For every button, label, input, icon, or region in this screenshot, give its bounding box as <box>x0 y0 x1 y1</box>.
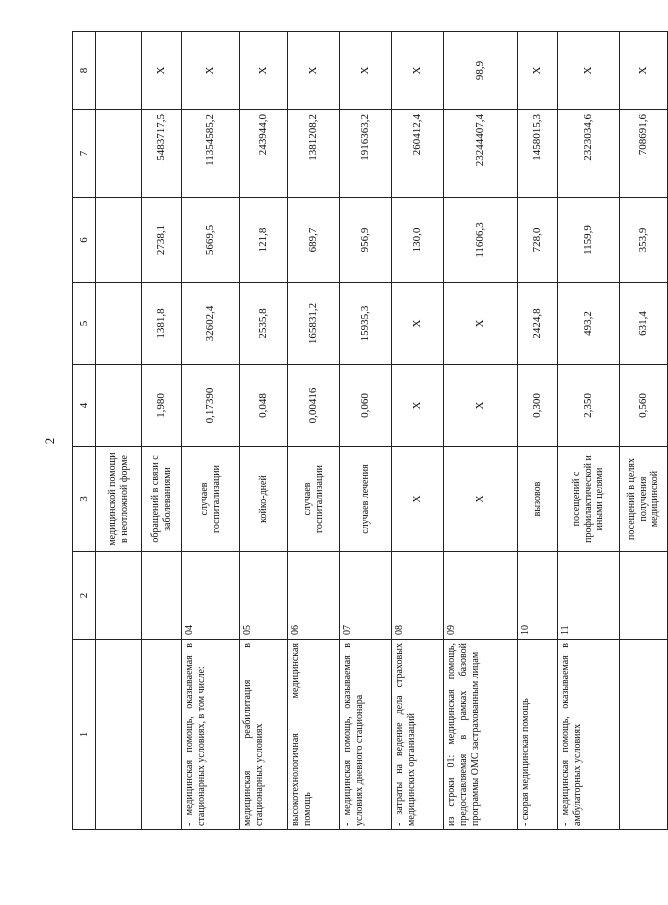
row-name <box>96 640 142 830</box>
cell-value-col4: 0,00416 <box>288 365 340 447</box>
unit-of-measure: посещений с профилактической и иными целями <box>558 447 620 552</box>
row-name: - затраты на ведение дела страховых медицинских организаций <box>392 640 444 830</box>
table-row <box>518 32 558 830</box>
row-code <box>142 552 182 640</box>
cell-value-col6: 5669,5 <box>182 198 240 283</box>
cell-value-col7 <box>96 110 142 198</box>
unit-of-measure: случаев госпитализации <box>288 447 340 552</box>
row-name: высокотехнологичная медицинская помощь <box>288 640 340 830</box>
cell-value-col5: 2535,8 <box>240 283 288 365</box>
row-name: медицинская реабилитация в стационарных условиях <box>240 640 288 830</box>
unit-of-measure: обращений в связи с заболеваниями <box>142 447 182 552</box>
row-code: 09 <box>444 552 518 640</box>
unit-of-measure: X <box>392 447 444 552</box>
table-row <box>392 32 444 830</box>
row-name: - медицинская помощь, оказываемая в стационарных условиях, в том числе: <box>182 640 240 830</box>
unit-of-measure: койко-дней <box>240 447 288 552</box>
unit-of-measure: медицинской помощи в неотложной форме <box>96 447 142 552</box>
cell-value-col6: 121,8 <box>240 198 288 283</box>
row-code: 06 <box>288 552 340 640</box>
row-code: 08 <box>392 552 444 640</box>
cell-value-col6: 1159,9 <box>558 198 620 283</box>
column-number: 4 <box>73 365 96 447</box>
table-row <box>96 32 142 830</box>
cell-value-col4: X <box>392 365 444 447</box>
cell-value-col8: X <box>182 32 240 110</box>
cell-value-col4: 0,560 <box>620 365 668 447</box>
cell-value-col5: 32602,4 <box>182 283 240 365</box>
table-row <box>620 32 668 830</box>
cell-value-col6: 353,9 <box>620 198 668 283</box>
row-code: 10 <box>518 552 558 640</box>
cell-value-col5: 15935,3 <box>340 283 392 365</box>
row-code: 04 <box>182 552 240 640</box>
cell-value-col6: 728,0 <box>518 198 558 283</box>
table-row <box>340 32 392 830</box>
cell-value-col8: X <box>620 32 668 110</box>
cell-value-col5: 493,2 <box>558 283 620 365</box>
cell-value-col4: X <box>444 365 518 447</box>
unit-of-measure: случаев госпитализации <box>182 447 240 552</box>
cell-value-col4: 0,300 <box>518 365 558 447</box>
cell-value-col6: 2738,1 <box>142 198 182 283</box>
cell-value-col8 <box>96 32 142 110</box>
cell-value-col6 <box>96 198 142 283</box>
row-name: - скорая медицинская помощь <box>518 640 558 830</box>
rotated-table-container <box>72 32 661 830</box>
column-number-row <box>73 32 96 830</box>
cell-value-col7: 2323034,6 <box>558 110 620 198</box>
row-code: 11 <box>558 552 620 640</box>
table-row <box>240 32 288 830</box>
cell-value-col4: 0,060 <box>340 365 392 447</box>
row-name <box>142 640 182 830</box>
column-number: 8 <box>73 32 96 110</box>
row-code <box>620 552 668 640</box>
column-number: 7 <box>73 110 96 198</box>
table-row <box>182 32 240 830</box>
cell-value-col7: 23244407,4 <box>444 110 518 198</box>
cell-value-col8: 98,9 <box>444 32 518 110</box>
row-name: из строки 01: медицинская помощь, предоставляемая в рамках базовой программы ОМС застрахованным лицам <box>444 640 518 830</box>
row-code <box>96 552 142 640</box>
cell-value-col7: 1381208,2 <box>288 110 340 198</box>
table-row <box>288 32 340 830</box>
cell-value-col6: 11606,3 <box>444 198 518 283</box>
row-name: - медицинская помощь, оказываемая в условиях дневного стационара <box>340 640 392 830</box>
cell-value-col5: 1381,8 <box>142 283 182 365</box>
unit-of-measure: посещений в целях получения медицинской <box>620 447 668 552</box>
table-row <box>444 32 518 830</box>
row-name <box>620 640 668 830</box>
table-row <box>558 32 620 830</box>
cell-value-col4: 0,048 <box>240 365 288 447</box>
cell-value-col4: 0,17390 <box>182 365 240 447</box>
row-code: 07 <box>340 552 392 640</box>
row-code: 05 <box>240 552 288 640</box>
unit-of-measure: вызовов <box>518 447 558 552</box>
cell-value-col7: 1458015,3 <box>518 110 558 198</box>
cell-value-col5: 631,4 <box>620 283 668 365</box>
cell-value-col5: 2424,8 <box>518 283 558 365</box>
column-number: 2 <box>73 552 96 640</box>
column-number: 3 <box>73 447 96 552</box>
cell-value-col7: 260412,4 <box>392 110 444 198</box>
unit-of-measure: случаев лечения <box>340 447 392 552</box>
cell-value-col8: X <box>392 32 444 110</box>
cell-value-col8: X <box>340 32 392 110</box>
cell-value-col5 <box>96 283 142 365</box>
row-name: - медицинская помощь, оказываемая в амбулаторных условиях <box>558 640 620 830</box>
cell-value-col8: X <box>240 32 288 110</box>
cell-value-col8: X <box>288 32 340 110</box>
cell-value-col7: 11354585,2 <box>182 110 240 198</box>
column-number: 6 <box>73 198 96 283</box>
budget-table <box>72 31 668 830</box>
cell-value-col7: 5483717,5 <box>142 110 182 198</box>
cell-value-col8: X <box>558 32 620 110</box>
cell-value-col6: 130,0 <box>392 198 444 283</box>
cell-value-col4: 1,980 <box>142 365 182 447</box>
column-number: 5 <box>73 283 96 365</box>
cell-value-col6: 956,9 <box>340 198 392 283</box>
cell-value-col5: 165831,2 <box>288 283 340 365</box>
unit-of-measure: X <box>444 447 518 552</box>
cell-value-col6: 689,7 <box>288 198 340 283</box>
page-number: 2 <box>42 437 57 445</box>
column-number: 1 <box>73 640 96 830</box>
cell-value-col7: 708691,6 <box>620 110 668 198</box>
cell-value-col5: X <box>444 283 518 365</box>
cell-value-col4: 2,350 <box>558 365 620 447</box>
cell-value-col4 <box>96 365 142 447</box>
cell-value-col7: 243944,0 <box>240 110 288 198</box>
cell-value-col8: X <box>518 32 558 110</box>
table-row <box>142 32 182 830</box>
cell-value-col7: 1916363,2 <box>340 110 392 198</box>
cell-value-col8: X <box>142 32 182 110</box>
cell-value-col5: X <box>392 283 444 365</box>
